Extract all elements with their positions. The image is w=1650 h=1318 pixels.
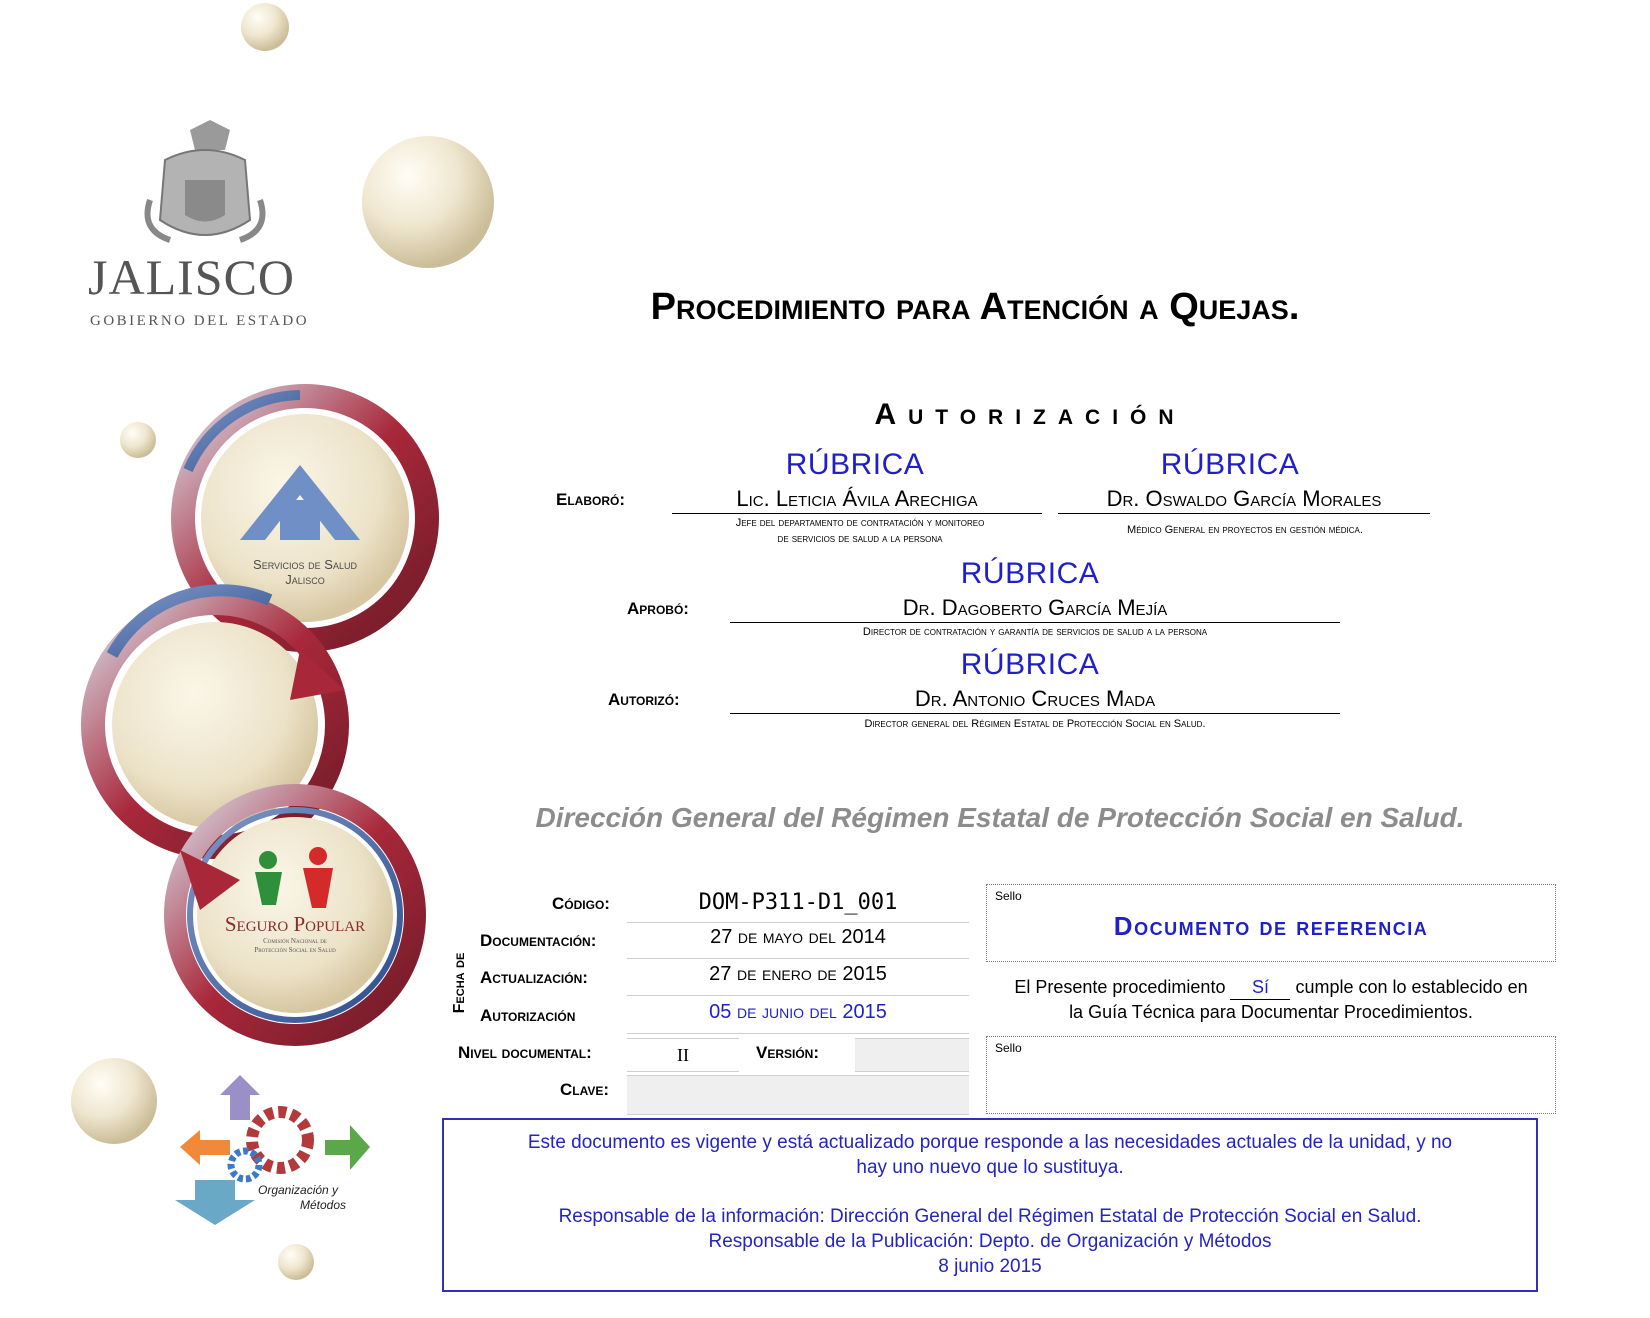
jalisco-subtitle: GOBIERNO DEL ESTADO	[90, 313, 310, 329]
om-line2: Métodos	[300, 1198, 347, 1212]
documentacion-label: Documentación:	[480, 931, 597, 950]
rubrica-4: RÚBRICA	[960, 648, 1100, 681]
direccion-heading: Dirección General del Régimen Estatal de Protección Social en Salud.	[535, 802, 1465, 833]
aprobo-label: Aprobó:	[627, 599, 689, 618]
documentacion-value: 27 de mayo del 2014	[627, 926, 969, 959]
rubrica-2: RÚBRICA	[1160, 448, 1300, 481]
fecha-de-label: Fecha de	[451, 952, 468, 1014]
footer-line-1: Este documento es vigente y está actualizado porque responde a las necesidades actuales de la unidad, y no	[527, 1132, 1453, 1153]
pearl-decoration	[120, 422, 156, 458]
footer-line-2: hay uno nuevo que lo sustituya.	[856, 1157, 1124, 1178]
actualizacion-label: Actualización:	[480, 968, 588, 987]
signer-4-name: Dr. Antonio Cruces Mada	[730, 686, 1340, 714]
footer-line-4: Responsable de la Publicación: Depto. de Organización y Métodos	[708, 1231, 1272, 1252]
jalisco-title: JALISCO	[88, 249, 296, 305]
ssj-line2: Jalisco	[285, 572, 325, 587]
signer-1-role-1: Jefe del departamento de contratación y monitoreo	[735, 517, 985, 529]
codigo-label: Código:	[552, 894, 610, 913]
documento-referencia: Documento de referencia	[1113, 911, 1429, 941]
signer-3-role: Director de contratación y garantía de servicios de salud a la persona	[862, 626, 1208, 638]
footer-line-3: Responsable de la información: Dirección General del Régimen Estatal de Protección Social en Salud.	[558, 1206, 1422, 1227]
sello-label-2: Sello	[995, 1041, 1022, 1055]
signer-4-role: Director general del Régimen Estatal de Protección Social en Salud.	[864, 718, 1206, 730]
pearl-decoration	[71, 1058, 157, 1144]
footer-line-5: 8 junio 2015	[938, 1256, 1042, 1277]
clave-value	[627, 1075, 969, 1115]
sello-label-1: Sello	[995, 889, 1022, 903]
autorizacion-value: 05 de junio del 2015	[627, 1001, 969, 1034]
signer-1-role-2: de servicios de salud a la persona	[777, 533, 943, 545]
nivel-documental-value: II	[627, 1038, 739, 1072]
clave-label: Clave:	[560, 1080, 610, 1099]
sello-box-2	[986, 1036, 1556, 1114]
elaboro-label: Elaboró:	[556, 490, 625, 509]
signer-1-name: Lic. Leticia Ávila Arechiga	[672, 486, 1042, 514]
rubrica-1: RÚBRICA	[785, 448, 925, 481]
codigo-value: DOM-P311-D1_001	[627, 890, 969, 923]
ssj-line1: Servicios de Salud	[253, 557, 357, 572]
actualizacion-value: 27 de enero de 2015	[627, 963, 969, 996]
proc-prefix: El Presente procedimiento	[1014, 977, 1226, 997]
autorizacion-heading: Autorización	[874, 398, 1186, 431]
jalisco-coat-of-arms-icon	[148, 120, 263, 240]
seguro-popular-title: Seguro Popular	[224, 912, 366, 936]
sello-box-1	[986, 884, 1556, 962]
nivel-documental-label: Nivel documental:	[458, 1043, 592, 1062]
autorizo-label: Autorizó:	[608, 690, 680, 709]
proc-line2: la Guía Técnica para Documentar Procedimientos.	[1069, 1002, 1473, 1022]
autorizacion-date-label: Autorización	[480, 1006, 576, 1025]
pearl-decoration	[362, 136, 494, 268]
seguro-popular-sub1: Comisión Nacional de	[263, 937, 327, 945]
signer-2-name: Dr. Oswaldo García Morales	[1058, 486, 1430, 514]
proc-value: Sí	[1230, 975, 1290, 1000]
vigencia-footer-box	[442, 1118, 1538, 1292]
om-line1: Organización y	[258, 1183, 339, 1197]
procedimiento-statement	[986, 975, 1556, 1024]
version-label: Versión:	[756, 1043, 820, 1062]
signer-3-name: Dr. Dagoberto García Mejía	[730, 595, 1340, 623]
rubrica-3: RÚBRICA	[960, 557, 1100, 590]
version-value	[855, 1038, 969, 1072]
seguro-popular-sub2: Protección Social en Salud	[254, 946, 336, 954]
signer-2-role: Médico General en proyectos en gestión médica.	[1127, 524, 1363, 536]
proc-suffix: cumple con lo establecido en	[1295, 977, 1528, 997]
pearl-decoration	[241, 3, 289, 51]
pearl-decoration	[278, 1244, 314, 1280]
page-title: Procedimiento para Atención a Quejas.	[650, 286, 1300, 328]
